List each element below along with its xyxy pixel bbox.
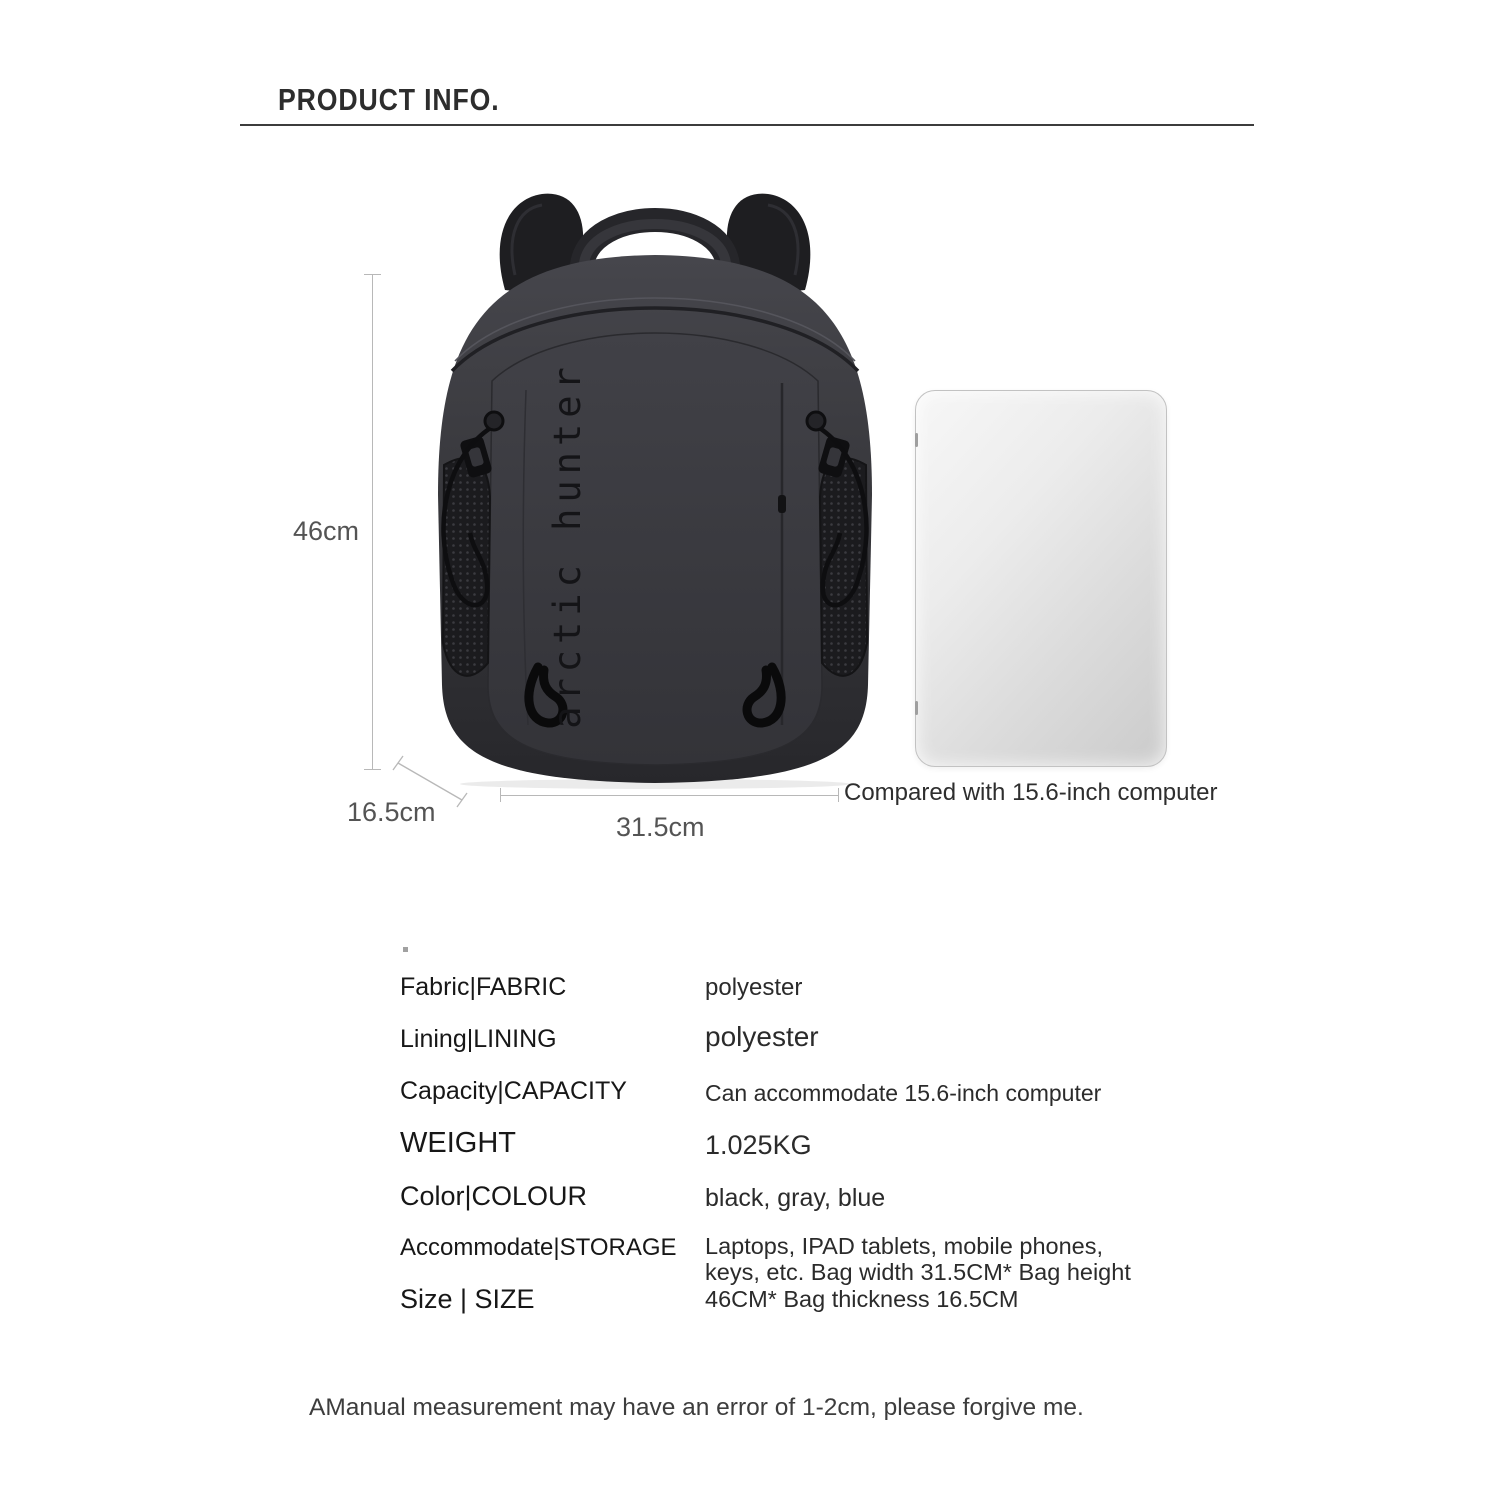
laptop-photo xyxy=(915,390,1167,767)
spec-label-capacity: Capacity|CAPACITY xyxy=(400,1077,627,1105)
backpack-photo xyxy=(430,165,880,790)
height-line-bottom-cap xyxy=(364,769,381,770)
spec-value-color: black, gray, blue xyxy=(705,1184,886,1212)
spec-value-storage-size: Laptops, IPAD tablets, mobile phones, keys, etc. Bag width 31.5CM* Bag height 46CM* Bag thickness 16.5CM xyxy=(705,1233,1131,1312)
spec-value-lining: polyester xyxy=(705,1021,819,1052)
width-line-left-cap xyxy=(500,788,501,802)
spec-label-size: Size | SIZE xyxy=(400,1284,535,1314)
left-cord-toggle xyxy=(485,412,503,430)
height-dimension-line xyxy=(372,275,373,769)
width-dimension-line xyxy=(500,795,838,796)
measurement-disclaimer: AManual measurement may have an error of 1-2cm, please forgive me. xyxy=(309,1394,1084,1421)
spec-label-weight: WEIGHT xyxy=(400,1127,516,1159)
brand-logo-text: arctic hunter xyxy=(546,361,589,729)
width-line-right-cap xyxy=(838,788,839,802)
height-line-top-cap xyxy=(364,274,381,275)
spec-label-fabric: Fabric|FABRIC xyxy=(400,973,567,1001)
title-divider xyxy=(240,124,1254,126)
spec-value-weight: 1.025KG xyxy=(705,1130,812,1160)
spec-label-storage: Accommodate|STORAGE xyxy=(400,1234,677,1261)
front-panel xyxy=(488,333,822,765)
page-title: PRODUCT INFO. xyxy=(278,82,500,117)
laptop-port-notch xyxy=(915,701,918,715)
spec-label-color: Color|COLOUR xyxy=(400,1181,588,1211)
laptop-compare-caption: Compared with 15.6-inch computer xyxy=(844,779,1218,806)
laptop-port-notch xyxy=(915,433,918,447)
spec-label-lining: Lining|LINING xyxy=(400,1025,557,1053)
depth-label: 16.5cm xyxy=(347,797,436,827)
right-cord-toggle xyxy=(807,412,825,430)
height-label: 46cm xyxy=(293,516,360,546)
width-label: 31.5cm xyxy=(616,812,705,842)
small-artifact-dot xyxy=(403,947,408,952)
spec-value-fabric: polyester xyxy=(705,974,803,1001)
spec-value-capacity: Can accommodate 15.6-inch computer xyxy=(705,1080,1102,1106)
